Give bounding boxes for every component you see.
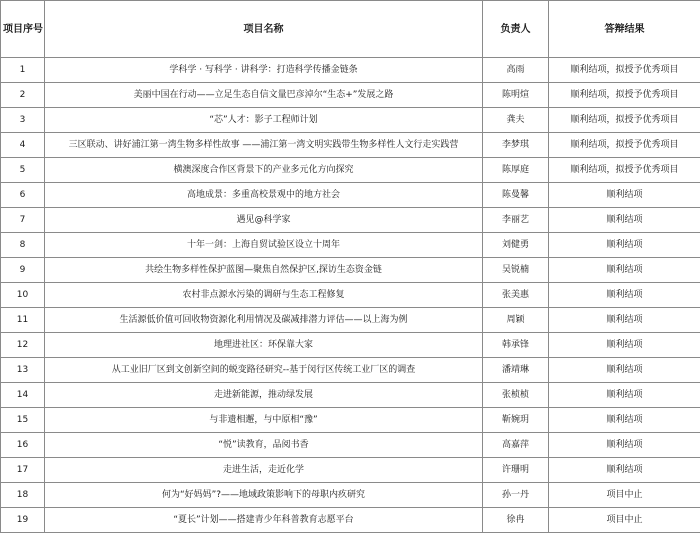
row-index: 1 <box>1 58 45 83</box>
row-index: 9 <box>1 258 45 283</box>
row-owner: 孙一丹 <box>483 483 549 508</box>
row-owner: 靳婉玥 <box>483 408 549 433</box>
table-row <box>1 308 700 333</box>
row-result: 项目中止 <box>549 483 700 508</box>
row-index: 7 <box>1 208 45 233</box>
row-result: 顺利结项 <box>549 308 700 333</box>
table-row <box>1 233 700 258</box>
row-name: 从工业旧厂区到文创新空间的蜕变路径研究--基于闵行区传统工业厂区的调查 <box>45 358 483 383</box>
row-result: 顺利结项 <box>549 208 700 233</box>
row-name: 地理进社区：环保靠大家 <box>45 333 483 358</box>
row-name: “夏长”计划——搭建青少年科普教育志愿平台 <box>45 508 483 533</box>
row-name: 美丽中国在行动——立足生态自信文量巴彦淖尔“生态+”发展之路 <box>45 83 483 108</box>
row-name: 三区联动、讲好浦江第一湾生物多样性故事 ——浦江第一湾文明实践带生物多样性人文行走实践营 <box>45 133 483 158</box>
row-result: 顺利结项 <box>549 408 700 433</box>
row-name: 走进新能源，推动绿发展 <box>45 383 483 408</box>
row-owner: 韩承锋 <box>483 333 549 358</box>
row-index: 13 <box>1 358 45 383</box>
row-owner: 陈曼馨 <box>483 183 549 208</box>
table-row <box>1 433 700 458</box>
table-row <box>1 183 700 208</box>
row-index: 10 <box>1 283 45 308</box>
header-owner: 负责人 <box>483 1 549 58</box>
table-row <box>1 508 700 533</box>
row-index: 3 <box>1 108 45 133</box>
row-name: 生活源低价值可回收物资源化利用情况及碳减排潜力评估——以上海为例 <box>45 308 483 333</box>
row-name: “芯”人才：影子工程师计划 <box>45 108 483 133</box>
header-result: 答辩结果 <box>549 1 700 58</box>
row-owner: 高嘉萍 <box>483 433 549 458</box>
row-owner: 陈厚庭 <box>483 158 549 183</box>
row-owner: 潘靖琳 <box>483 358 549 383</box>
row-name: “悦”读教育，品阅书香 <box>45 433 483 458</box>
row-owner: 高雨 <box>483 58 549 83</box>
table-row <box>1 158 700 183</box>
row-name: 横澳深度合作区背景下的产业多元化方向探究 <box>45 158 483 183</box>
row-owner: 许珊明 <box>483 458 549 483</box>
row-result: 顺利结项，拟授予优秀项目 <box>549 158 700 183</box>
table-row <box>1 483 700 508</box>
header-name: 项目名称 <box>45 1 483 58</box>
row-index: 18 <box>1 483 45 508</box>
row-index: 16 <box>1 433 45 458</box>
row-result: 顺利结项 <box>549 433 700 458</box>
table-row <box>1 383 700 408</box>
row-name: 十年一剑：上海自贸试验区设立十周年 <box>45 233 483 258</box>
row-result: 顺利结项 <box>549 333 700 358</box>
row-owner: 刘健勇 <box>483 233 549 258</box>
row-owner: 吴锐楠 <box>483 258 549 283</box>
table-row <box>1 283 700 308</box>
table-row <box>1 208 700 233</box>
row-owner: 张美惠 <box>483 283 549 308</box>
row-name: 走进生活，走近化学 <box>45 458 483 483</box>
row-result: 顺利结项，拟授予优秀项目 <box>549 133 700 158</box>
table-row <box>1 408 700 433</box>
row-index: 4 <box>1 133 45 158</box>
row-result: 顺利结项 <box>549 233 700 258</box>
row-owner: 龚夫 <box>483 108 549 133</box>
row-name: 学科学 · 写科学 · 讲科学：打造科学传播金链条 <box>45 58 483 83</box>
row-owner: 张桢桢 <box>483 383 549 408</box>
row-index: 5 <box>1 158 45 183</box>
table-row <box>1 58 700 83</box>
row-result: 顺利结项，拟授予优秀项目 <box>549 58 700 83</box>
row-name: 与非遗相邂，与中原相“豫” <box>45 408 483 433</box>
row-result: 项目中止 <box>549 508 700 533</box>
row-name: 遇见@科学家 <box>45 208 483 233</box>
row-index: 8 <box>1 233 45 258</box>
table-row <box>1 358 700 383</box>
table-row <box>1 258 700 283</box>
table-row <box>1 133 700 158</box>
table-row <box>1 333 700 358</box>
row-name: 何为“好妈妈”?——地域政策影响下的母职内疚研究 <box>45 483 483 508</box>
row-owner: 徐冉 <box>483 508 549 533</box>
row-result: 顺利结项，拟授予优秀项目 <box>549 108 700 133</box>
row-result: 顺利结项，拟授予优秀项目 <box>549 83 700 108</box>
row-result: 顺利结项 <box>549 258 700 283</box>
row-index: 19 <box>1 508 45 533</box>
row-result: 顺利结项 <box>549 183 700 208</box>
row-owner: 李丽艺 <box>483 208 549 233</box>
row-name: 共绘生物多样性保护蓝图—聚焦自然保护区,探访生态资金链 <box>45 258 483 283</box>
table-row <box>1 83 700 108</box>
row-result: 顺利结项 <box>549 458 700 483</box>
row-result: 顺利结项 <box>549 283 700 308</box>
row-result: 顺利结项 <box>549 383 700 408</box>
row-index: 14 <box>1 383 45 408</box>
row-index: 2 <box>1 83 45 108</box>
header-row <box>1 1 700 58</box>
row-index: 17 <box>1 458 45 483</box>
row-owner: 李梦琪 <box>483 133 549 158</box>
row-index: 11 <box>1 308 45 333</box>
row-index: 6 <box>1 183 45 208</box>
table-row <box>1 458 700 483</box>
row-owner: 陈明煊 <box>483 83 549 108</box>
table-row <box>1 108 700 133</box>
row-owner: 周颖 <box>483 308 549 333</box>
row-index: 15 <box>1 408 45 433</box>
row-index: 12 <box>1 333 45 358</box>
row-name: 农村非点源水污染的调研与生态工程修复 <box>45 283 483 308</box>
header-index: 项目序号 <box>1 1 45 58</box>
row-result: 顺利结项 <box>549 358 700 383</box>
row-name: 高地成景：多重高校景观中的地方社会 <box>45 183 483 208</box>
